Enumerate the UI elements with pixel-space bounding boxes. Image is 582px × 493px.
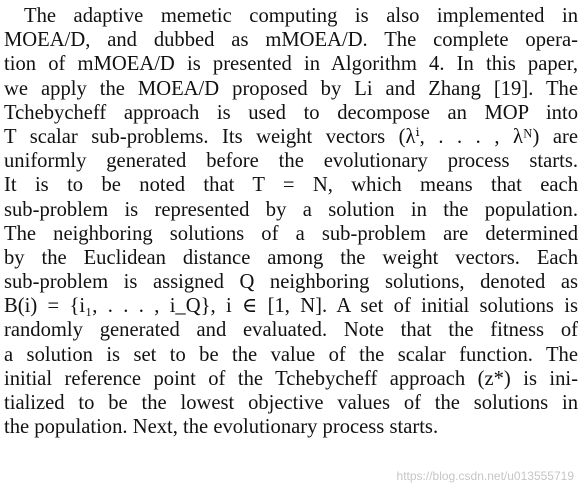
text-line-16: initial reference point of the Tchebycheff approach (z*) is ini- — [4, 367, 578, 390]
text-line-11: by the Euclidean distance among the weight vectors. Each — [4, 246, 578, 269]
watermark: https://blog.csdn.net/u013555719 — [396, 469, 574, 483]
text-line-14: randomly generated and evaluated. Note that the fitness of — [4, 319, 578, 342]
text-line-2: MOEA/D, and dubbed as mMOEA/D. The complete opera- — [4, 29, 578, 52]
text-line-8: It is to be noted that T = N, which means that each — [4, 174, 578, 197]
text-line-9: sub-problem is represented by a solution in the population. — [4, 198, 578, 221]
text-line-17: tialized to be the lowest objective values of the solutions in — [4, 392, 578, 414]
text-line-4: we apply the MOEA/D proposed by Li and Zhang [19]. The — [4, 77, 578, 100]
text-line-13: B(i) = {i₁, . . . , i_Q}, i ∈ [1, N]. A set of initial solutions is — [4, 295, 578, 318]
body-paragraph — [4, 4, 578, 439]
text-line-3: tion of mMOEA/D is presented in Algorithm 4. In this paper, — [4, 53, 578, 76]
text-line-10: The neighboring solutions of a sub-problem are determined — [4, 222, 578, 245]
text-line-15: a solution is set to be the value of the scalar function. The — [4, 343, 578, 366]
text-line-1: The adaptive memetic computing is also implemented in — [24, 5, 578, 27]
text-line-5: Tchebycheff approach is used to decompose an MOP into — [4, 101, 578, 124]
text-line-12: sub-problem is assigned Q neighboring solutions, denoted as — [4, 271, 578, 294]
text-line-7: uniformly generated before the evolutionary process starts. — [4, 150, 578, 173]
text-line-6: T scalar sub-problems. Its weight vectors (λⁱ, . . . , λᴺ) are — [4, 125, 578, 148]
text-line-18: the population. Next, the evolutionary process starts. — [4, 416, 439, 439]
